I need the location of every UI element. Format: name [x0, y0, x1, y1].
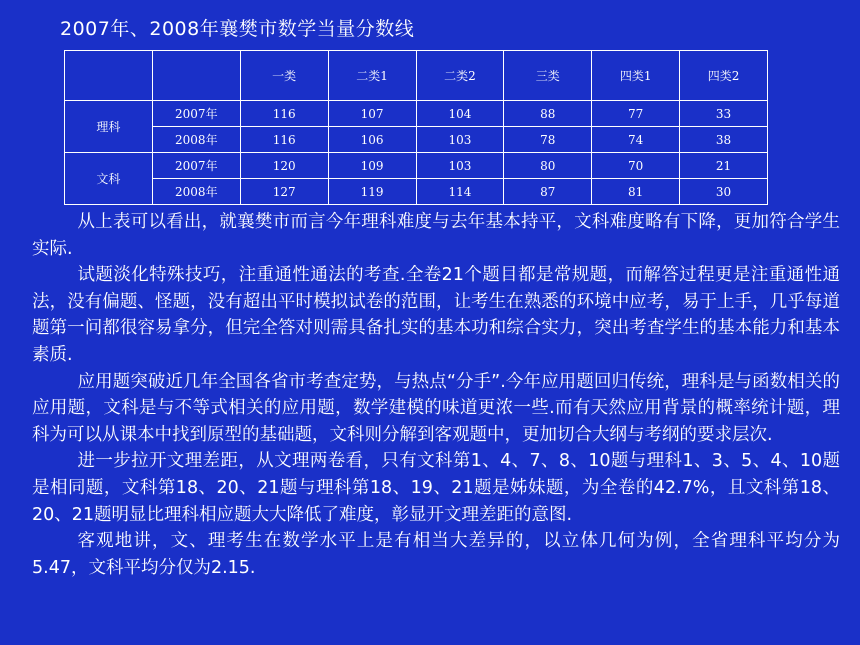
score-cell: 38 — [680, 127, 768, 153]
subject-cell: 理科 — [65, 101, 153, 153]
score-cell: 127 — [240, 179, 328, 205]
table-row — [65, 127, 768, 153]
table-row — [65, 179, 768, 205]
subject-cell: 文科 — [65, 153, 153, 205]
table-header-row — [65, 51, 768, 101]
score-cell: 81 — [592, 179, 680, 205]
year-cell: 2008年 — [152, 179, 240, 205]
score-cell: 88 — [504, 101, 592, 127]
header-cell — [152, 51, 240, 101]
score-cell: 109 — [328, 153, 416, 179]
score-cell: 104 — [416, 101, 504, 127]
score-cell: 106 — [328, 127, 416, 153]
score-cell: 103 — [416, 127, 504, 153]
header-cell — [65, 51, 153, 101]
score-cell: 21 — [680, 153, 768, 179]
header-cell: 四类1 — [592, 51, 680, 101]
header-cell: 一类 — [240, 51, 328, 101]
slide-title: 2007年、2008年襄樊市数学当量分数线 — [60, 18, 415, 40]
table-row — [65, 153, 768, 179]
score-cell: 70 — [592, 153, 680, 179]
score-cell: 120 — [240, 153, 328, 179]
score-cell: 103 — [416, 153, 504, 179]
score-cell: 87 — [504, 179, 592, 205]
score-cell: 116 — [240, 127, 328, 153]
paragraph: 客观地讲，文、理考生在数学水平上是有相当大差异的，以立体几何为例，全省理科平均分为5.47，文科平均分仅为2.15. — [32, 531, 840, 578]
paragraph: 从上表可以看出，就襄樊市而言今年理科难度与去年基本持平，文科难度略有下降，更加符合学生实际. — [32, 212, 840, 259]
score-table — [64, 50, 768, 205]
year-cell: 2007年 — [152, 153, 240, 179]
header-cell: 三类 — [504, 51, 592, 101]
year-cell: 2008年 — [152, 127, 240, 153]
score-cell: 74 — [592, 127, 680, 153]
header-cell: 二类1 — [328, 51, 416, 101]
score-cell: 114 — [416, 179, 504, 205]
score-cell: 33 — [680, 101, 768, 127]
score-cell: 107 — [328, 101, 416, 127]
header-cell: 四类2 — [680, 51, 768, 101]
score-cell: 30 — [680, 179, 768, 205]
score-cell: 80 — [504, 153, 592, 179]
paragraph: 试题淡化特殊技巧，注重通性通法的考查.全卷21个题目都是常规题，而解答过程更是注重通性通法，没有偏题、怪题，没有超出平时模拟试卷的范围，让考生在熟悉的环境中应考，易于上手，几乎每道题第一问都很容易拿分，但完全答对则需具备扎实的基本功和综合实力，突出考查学生的基本能力和基本素质. — [32, 265, 840, 365]
year-cell: 2007年 — [152, 101, 240, 127]
score-cell: 77 — [592, 101, 680, 127]
table-row — [65, 101, 768, 127]
score-cell: 78 — [504, 127, 592, 153]
paragraph: 进一步拉开文理差距，从文理两卷看，只有文科第1、4、7、8、10题与理科1、3、5、4、10题是相同题，文科第18、20、21题与理科第18、19、21题是姊妹题，为全卷的42.7%，且文科第18、20、21题明显比理科相应题大大降低了难度，彰显开文理差距的意图. — [32, 451, 840, 525]
header-cell: 二类2 — [416, 51, 504, 101]
body-text — [32, 209, 840, 581]
paragraph: 应用题突破近几年全国各省市考查定势，与热点“分手”.今年应用题回归传统，理科是与函数相关的应用题，文科是与不等式相关的应用题，数学建模的味道更浓一些.而有天然应用背景的概率统计题，理科为可以从课本中找到原型的基础题，文科则分解到客观题中，更加切合大纲与考纲的要求层次. — [32, 371, 840, 445]
score-cell: 116 — [240, 101, 328, 127]
score-cell: 119 — [328, 179, 416, 205]
